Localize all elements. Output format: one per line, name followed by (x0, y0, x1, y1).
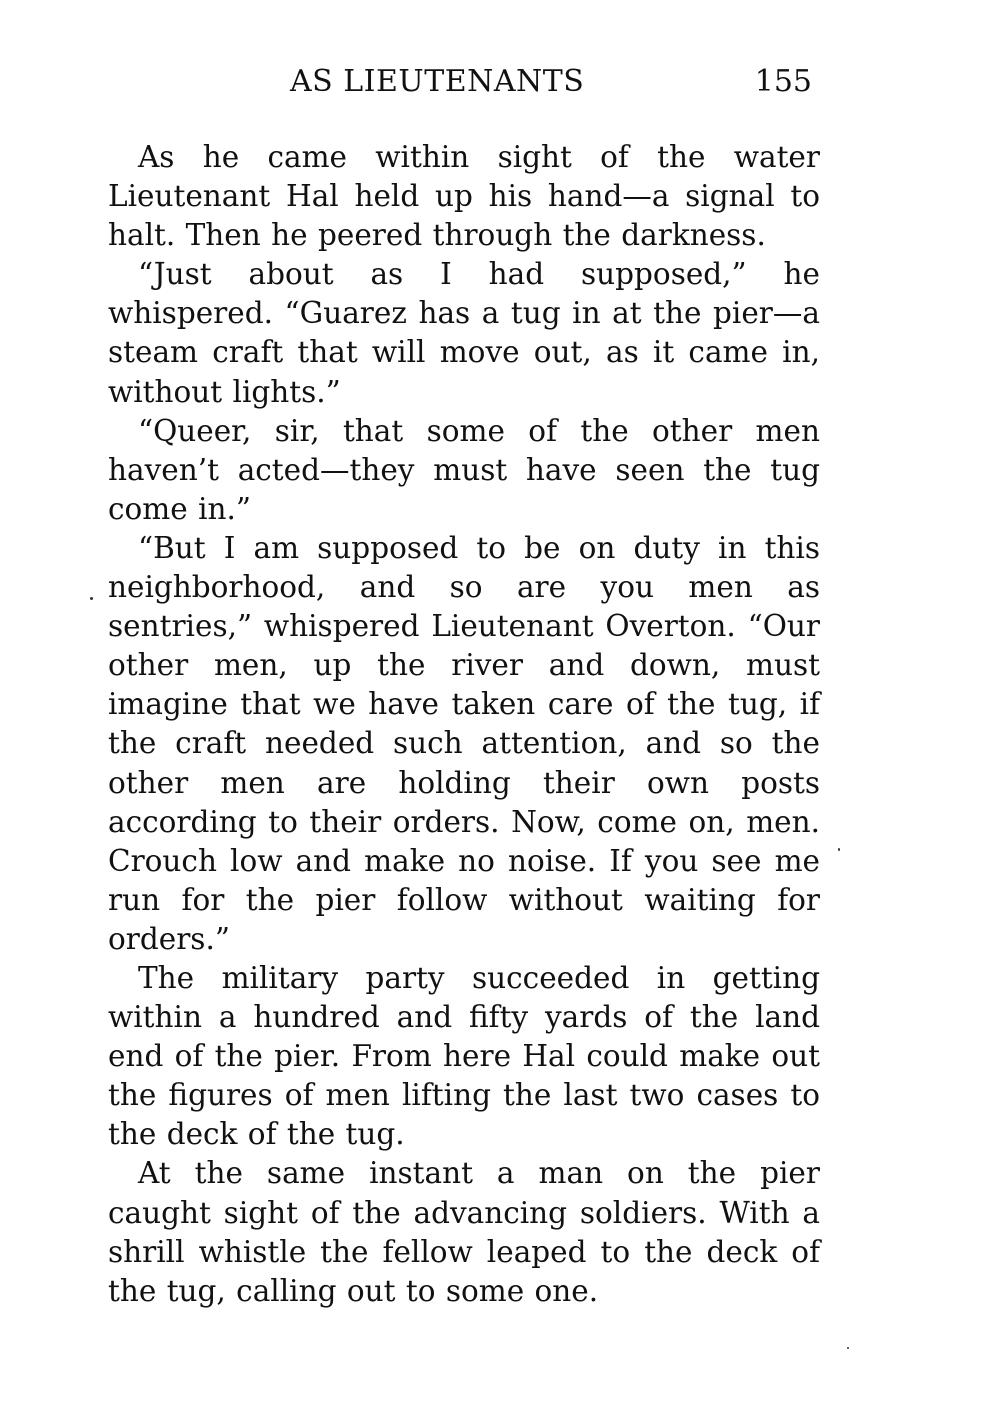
body-text (108, 138, 820, 1311)
paragraph: As he came within sight of the water Lieutenant Hal held up his hand—a signal to halt. Then he peered through the darkness. (108, 140, 820, 253)
paragraph: At the same instant a man on the pier caught sight of the advancing soldiers. With a shrill whistle the fellow leaped to the deck of the tug, calling out to some one. (108, 1156, 820, 1308)
scan-speck (847, 1347, 849, 1349)
paragraph: “Just about as I had supposed,” he whispered. “Guarez has a tug in at the pier—a steam craft that will move out, as it came in, without lights.” (108, 257, 820, 409)
scan-speck (90, 597, 93, 600)
paragraph: The military party succeeded in getting within a hundred and fifty yards of the land end of the pier. From here Hal could make out the figures of men lifting the last two cases to the deck of the tug. (108, 960, 820, 1152)
running-title: AS LIEUTENANTS (290, 64, 585, 99)
paragraph: “Queer, sir, that some of the other men haven’t acted—they must have seen the tug come in.” (108, 413, 820, 526)
scan-speck (838, 848, 840, 851)
page-number: 155 (754, 64, 812, 99)
paragraph: “But I am supposed to be on duty in this neighborhood, and so are you men as sentries,” whispered Lieutenant Overton. “Our other men, up the river and down, must imagine that we have taken care of the tug, if the craft needed such attention, and so the other men are holding their own posts according to their orders. Now, come on, men. Crouch low and make no noise. If you see me run for the pier follow without waiting for orders.” (108, 530, 820, 956)
page-header (290, 62, 820, 102)
